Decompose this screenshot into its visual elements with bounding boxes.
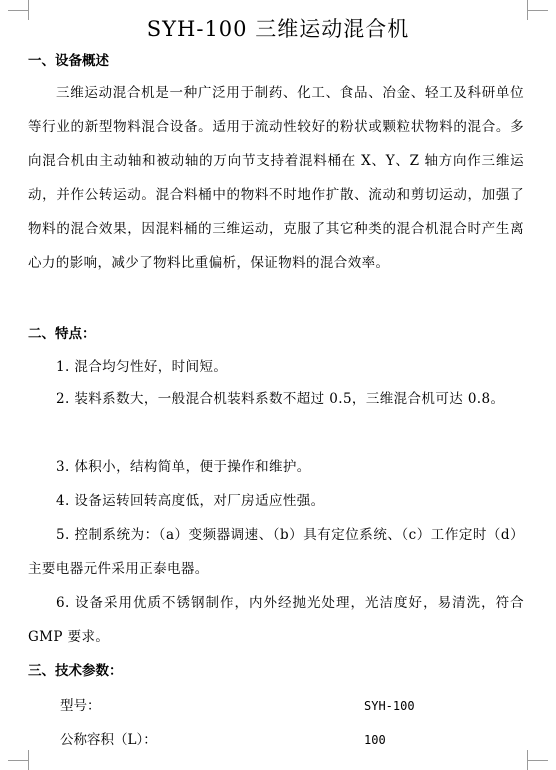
feature-item: 4. 设备运转回转高度低，对厂房适应性强。 [56,493,325,509]
crop-mark-bottom-left-v [28,750,29,770]
document-title: SYH-100 三维运动混合机 [146,17,410,41]
feature-item: 3. 体积小，结构简单，便于操作和维护。 [56,459,311,475]
section-heading-features: 二、特点： [28,326,96,342]
crop-mark-bottom-left-h [8,760,28,761]
crop-mark-bottom-right-v [527,750,528,770]
crop-mark-bottom-right-h [528,760,548,761]
overview-paragraph: 三维运动混合机是一种广泛用于制药、化工、食品、冶金、轻工及科研单位等行业的新型物料混合设备。适用于流动性较好的粉状或颗粒状物料的混合。多向混合机由主动轴和被动轴的万向节支持着混料桶在 X、Y、Z 轴方向作三维运动，并作公转运动。混合料桶中的物料不时地作扩散、流动和剪切运动，加强了物料的混合效果，因混料桶的三维运动，克服了其它种类的混合机混合时产生离心力的影响，减少了物料比重偏析，保证物料的混合效率。 [28,85,524,271]
crop-mark-top-right-h [528,10,548,11]
spec-label: 公称容积（L）： [60,732,157,748]
section-heading-specs: 三、技术参数： [28,663,123,679]
crop-mark-top-left-h [8,10,28,11]
feature-item: 6. 设备采用优质不锈钢制作，内外经抛光处理，光洁度好，易清洗，符合 GMP 要求。 [28,595,524,645]
spec-value: SYH-100 [364,699,415,713]
feature-item: 5. 控制系统为：（a）变频器调速、（b）具有定位系统、（c）工作定时（d）主要电器元件采用正泰电器。 [28,527,524,577]
spec-label: 型号： [60,698,101,714]
spec-value: 100 [364,733,386,747]
feature-item: 2. 装料系数大，一般混合机装料系数不超过 0.5，三维混合机可达 0.8。 [56,391,505,407]
feature-item: 1. 混合均匀性好，时间短。 [56,359,228,375]
section-heading-overview: 一、设备概述 [28,53,109,69]
